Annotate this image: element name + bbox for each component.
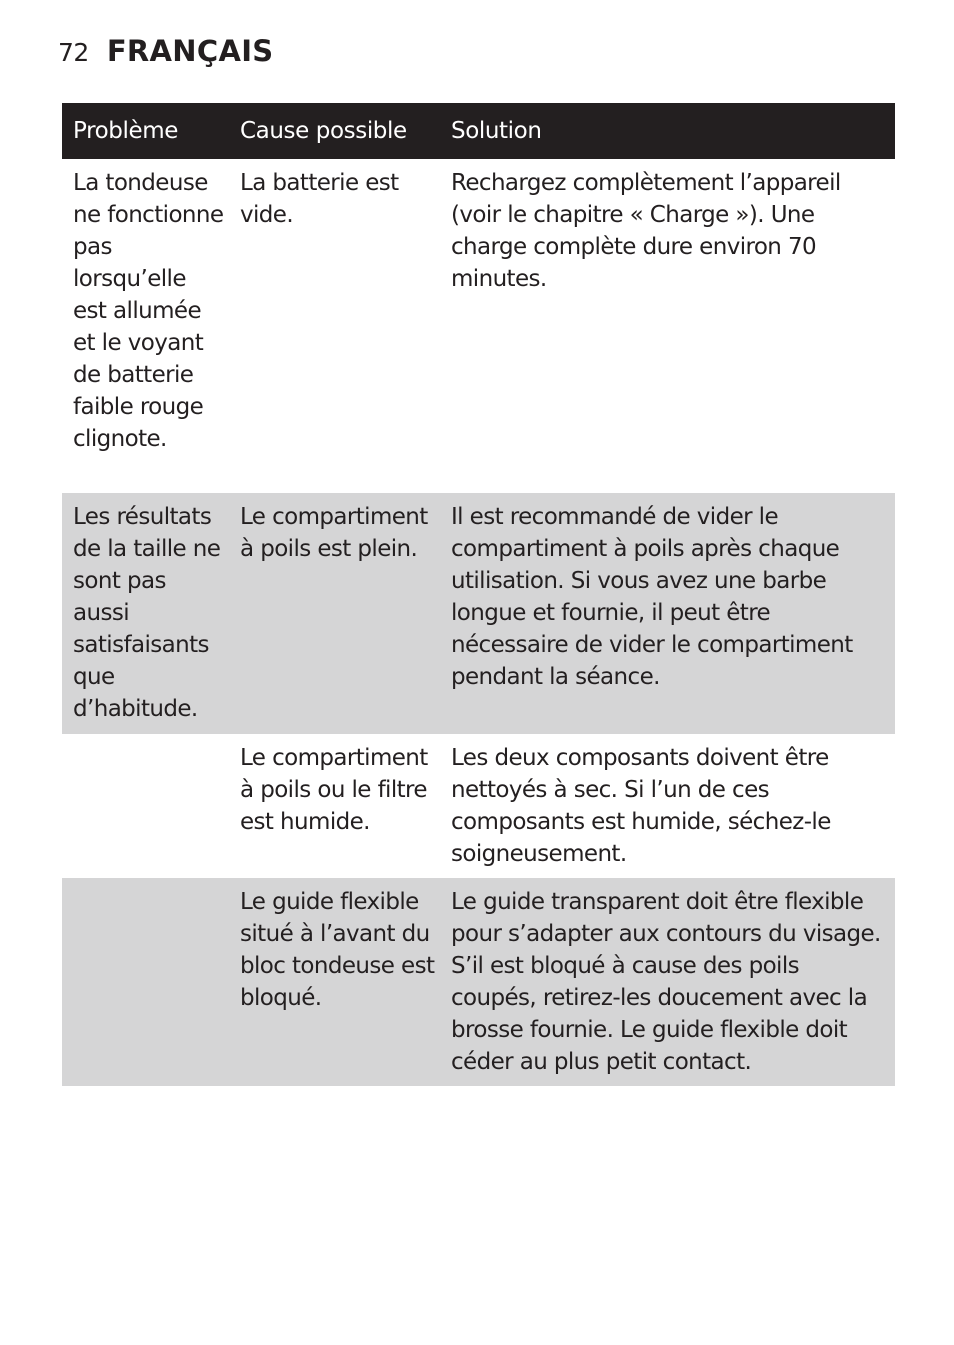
problem-cell bbox=[62, 734, 229, 878]
cause-cell: Le compartiment à poils ou le filtre est humide. bbox=[240, 745, 428, 835]
table-header-row bbox=[62, 103, 895, 159]
problem-cell bbox=[62, 878, 229, 1086]
section-title: FRANÇAIS bbox=[106, 34, 274, 68]
problem-cell: Les résultats de la taille ne sont pas aussi satisfaisants que d’habitude. bbox=[73, 504, 221, 722]
solution-cell: Rechargez complètement l’appareil (voir le chapitre « Charge »). Une charge complète dure environ 70 minutes. bbox=[451, 170, 841, 292]
table-row bbox=[62, 493, 895, 734]
solution-cell: Il est recommandé de vider le compartiment à poils après chaque utilisation. Si vous avez une barbe longue et fournie, il peut être nécessaire de vider le compartiment pendant la séance. bbox=[451, 504, 853, 690]
cause-cell: Le guide flexible situé à l’avant du bloc tondeuse est bloqué. bbox=[240, 889, 435, 1011]
table-row bbox=[62, 734, 895, 878]
page-header bbox=[58, 34, 273, 74]
cause-cell: Le compartiment à poils est plein. bbox=[240, 504, 428, 562]
problem-cell: La tondeuse ne fonctionne pas lorsqu’elle est allumée et le voyant de batterie faible rouge clignote. bbox=[73, 170, 224, 452]
page-number: 72 bbox=[58, 38, 89, 67]
troubleshooting-table bbox=[62, 103, 895, 1086]
table-row bbox=[62, 159, 895, 493]
cause-cell: La batterie est vide. bbox=[240, 170, 399, 228]
solution-cell: Le guide transparent doit être flexible pour s’adapter aux contours du visage. S’il est bloqué à cause des poils coupés, retirez-les doucement avec la brosse fournie. Le guide flexible doit céder au plus petit contact. bbox=[451, 889, 881, 1075]
solution-cell: Les deux composants doivent être nettoyés à sec. Si l’un de ces composants est humide, séchez-le soigneusement. bbox=[451, 745, 831, 867]
column-header-cause: Cause possible bbox=[240, 118, 407, 144]
column-header-solution: Solution bbox=[451, 118, 542, 144]
table-row bbox=[62, 878, 895, 1086]
column-header-problem: Problème bbox=[73, 118, 178, 144]
